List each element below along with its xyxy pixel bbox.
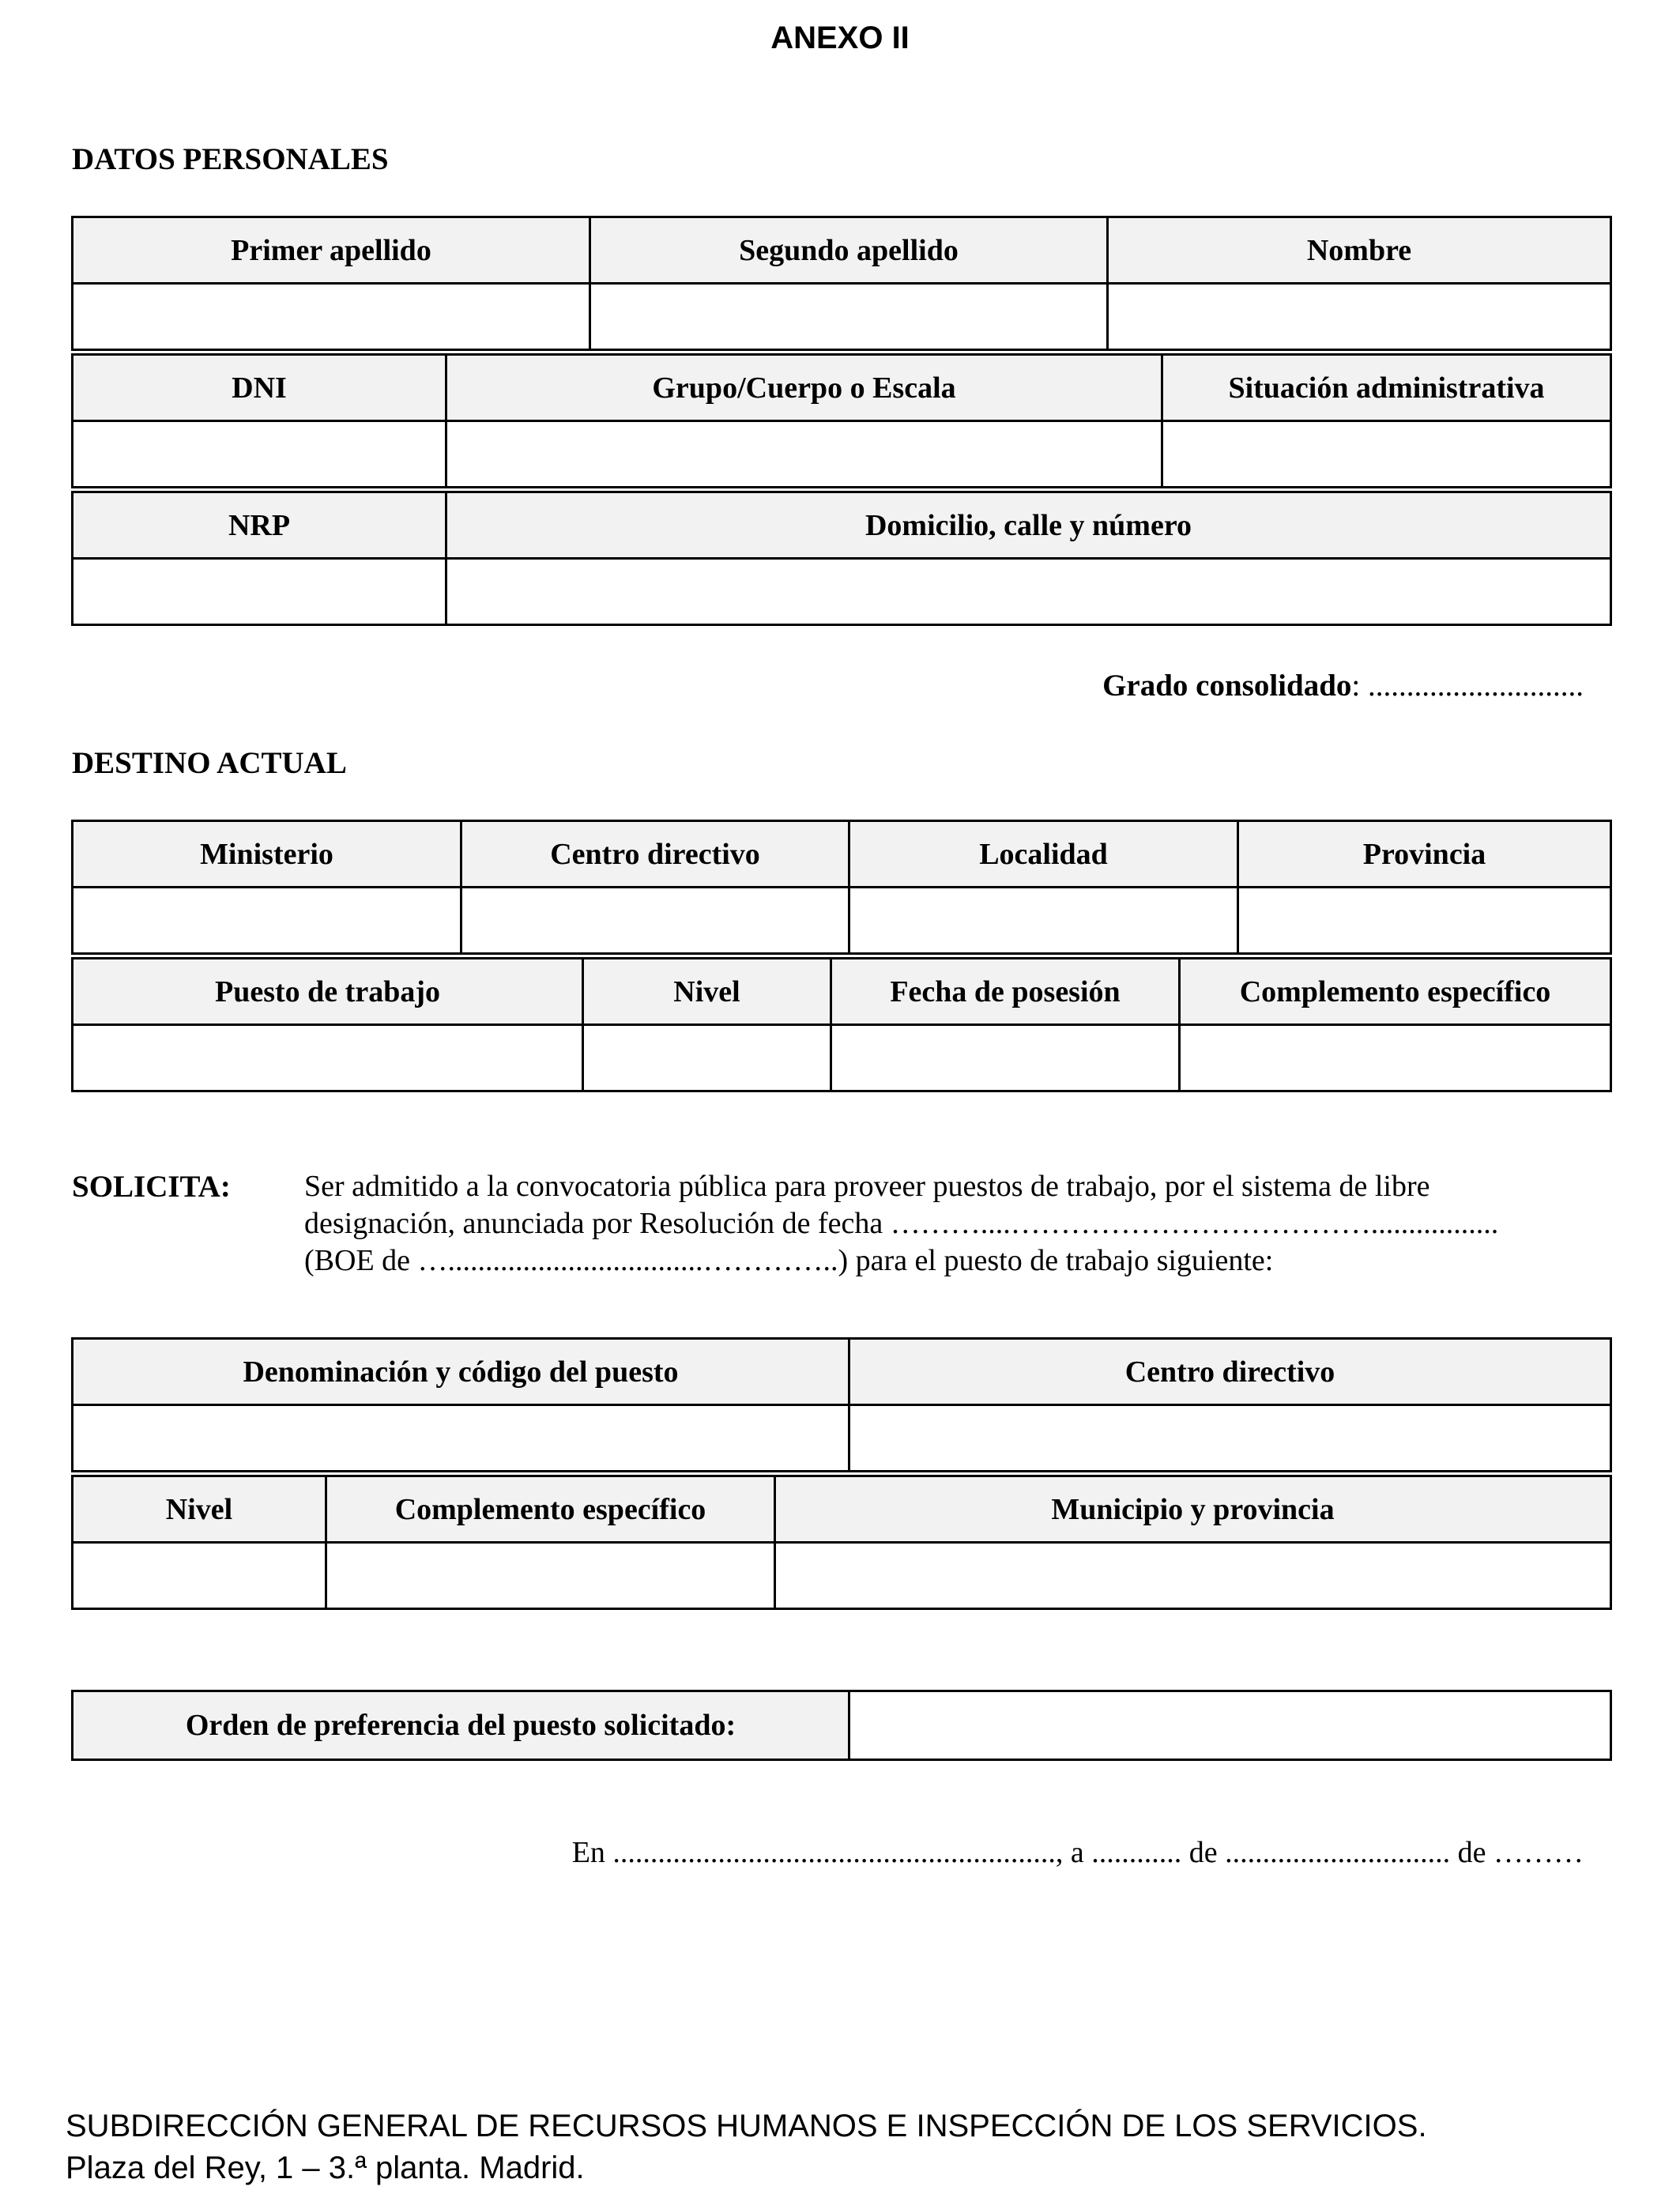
provincia-field[interactable]	[1238, 888, 1611, 954]
denominacion-label: Denominación y código del puesto	[73, 1339, 849, 1405]
datos-personales-heading: DATOS PERSONALES	[72, 142, 389, 176]
footer-line-1: SUBDIRECCIÓN GENERAL DE RECURSOS HUMANOS E INSPECCIÓN DE LOS SERVICIOS.	[66, 2109, 1427, 2143]
centro-directivo-solicitado-field[interactable]	[849, 1405, 1611, 1472]
segundo-apellido-label: Segundo apellido	[590, 217, 1108, 284]
ministerio-label: Ministerio	[73, 821, 461, 888]
puesto-trabajo-label: Puesto de trabajo	[73, 959, 583, 1025]
destino-actual-table-row2	[71, 957, 1612, 1092]
preferencia-table	[71, 1690, 1612, 1761]
datos-personales-table-row1	[71, 216, 1612, 351]
complemento-especifico-label: Complemento específico	[1180, 959, 1611, 1025]
nombre-label: Nombre	[1108, 217, 1611, 284]
solicita-line-2: designación, anunciada por Resolución de fecha ………....……………………………….................	[304, 1207, 1499, 1240]
dni-label: DNI	[73, 355, 446, 421]
destino-actual-heading: DESTINO ACTUAL	[72, 746, 347, 780]
municipio-provincia-label: Municipio y provincia	[775, 1476, 1611, 1543]
nivel-label: Nivel	[583, 959, 831, 1025]
nivel-solicitado-label: Nivel	[73, 1476, 326, 1543]
nivel-solicitado-field[interactable]	[73, 1543, 326, 1609]
grado-consolidado-value: : ............................	[1351, 669, 1584, 703]
primer-apellido-field[interactable]	[73, 284, 590, 350]
primer-apellido-label: Primer apellido	[73, 217, 590, 284]
centro-directivo-label: Centro directivo	[461, 821, 849, 888]
complemento-solicitado-label: Complemento específico	[326, 1476, 775, 1543]
domicilio-label: Domicilio, calle y número	[446, 492, 1611, 559]
nombre-field[interactable]	[1108, 284, 1611, 350]
dni-field[interactable]	[73, 421, 446, 488]
puesto-trabajo-field[interactable]	[73, 1025, 583, 1091]
solicita-text	[304, 1168, 1609, 1280]
grupo-field[interactable]	[446, 421, 1162, 488]
datos-personales-table-row2	[71, 353, 1612, 488]
situacion-label: Situación administrativa	[1162, 355, 1611, 421]
grado-consolidado[interactable]	[1102, 664, 1584, 708]
grupo-label: Grupo/Cuerpo o Escala	[446, 355, 1162, 421]
lugar-fecha-line: En ..........................................................., a ............ de .............................. de ………	[571, 1836, 1584, 1869]
preferencia-label: Orden de preferencia del puesto solicitado:	[73, 1691, 849, 1760]
centro-directivo-field[interactable]	[461, 888, 849, 954]
municipio-provincia-field[interactable]	[775, 1543, 1611, 1609]
localidad-label: Localidad	[849, 821, 1238, 888]
denominacion-field[interactable]	[73, 1405, 849, 1472]
puesto-solicitado-table-row1	[71, 1337, 1612, 1472]
puesto-solicitado-table-row2	[71, 1475, 1612, 1610]
ministerio-field[interactable]	[73, 888, 461, 954]
fecha-posesion-field[interactable]	[831, 1025, 1180, 1091]
page-title: ANEXO II	[770, 21, 910, 55]
grado-consolidado-label: Grado consolidado	[1102, 669, 1352, 703]
domicilio-field[interactable]	[446, 559, 1611, 625]
fecha-posesion-label: Fecha de posesión	[831, 959, 1180, 1025]
preferencia-field[interactable]	[849, 1691, 1611, 1760]
nrp-label: NRP	[73, 492, 446, 559]
segundo-apellido-field[interactable]	[590, 284, 1108, 350]
centro-directivo-solicitado-label: Centro directivo	[849, 1339, 1611, 1405]
complemento-especifico-field[interactable]	[1180, 1025, 1611, 1091]
solicita-line-1: Ser admitido a la convocatoria pública para proveer puestos de trabajo, por el sistema de libre	[304, 1170, 1430, 1203]
complemento-solicitado-field[interactable]	[326, 1543, 775, 1609]
footer-line-2: Plaza del Rey, 1 – 3.ª planta. Madrid.	[66, 2151, 585, 2185]
nivel-field[interactable]	[583, 1025, 831, 1091]
solicita-line-3: (BOE de …..................................…………..) para el puesto de trabajo siguiente:	[304, 1244, 1274, 1277]
situacion-field[interactable]	[1162, 421, 1611, 488]
nrp-field[interactable]	[73, 559, 446, 625]
solicita-label: SOLICITA:	[72, 1170, 231, 1204]
destino-actual-table-row1	[71, 820, 1612, 955]
localidad-field[interactable]	[849, 888, 1238, 954]
datos-personales-table-row3	[71, 491, 1612, 626]
provincia-label: Provincia	[1238, 821, 1611, 888]
